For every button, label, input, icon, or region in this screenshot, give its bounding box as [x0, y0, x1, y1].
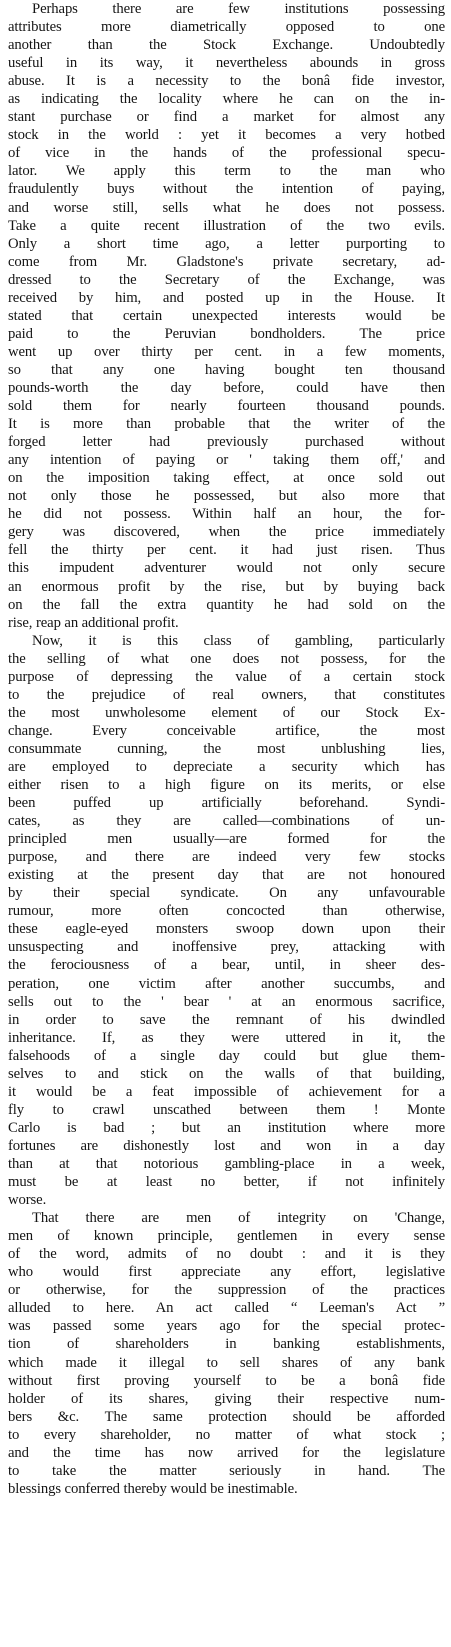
- text-line: useful in its way, it nevertheless abounds in gross: [8, 55, 445, 72]
- text-line: not only those he possessed, but also more that: [8, 488, 445, 505]
- text-line: which made it illegal to sell shares of any bank: [8, 1354, 445, 1371]
- text-line: fell the thirty per cent. it had just risen. Thus: [8, 542, 445, 559]
- text-line: and worse still, sells what he does not possess.: [8, 199, 445, 216]
- text-line: gery was discovered, when the price immediately: [8, 524, 445, 541]
- article-column: [2, 0, 449, 1647]
- text-line: sells out to the ' bear ' at an enormous sacrifice,: [8, 993, 445, 1010]
- text-line: as indicating the locality where he can on the in-: [8, 91, 445, 108]
- text-line: so that any one having bought ten thousand: [8, 361, 445, 378]
- text-line: another than the Stock Exchange. Undoubtedly: [8, 37, 445, 54]
- text-line: sold them for nearly fourteen thousand pounds.: [8, 398, 445, 415]
- text-line: without first proving yourself to be a bonâ fide: [8, 1372, 445, 1389]
- text-line: pounds-worth the day before, could have then: [8, 379, 445, 396]
- text-line: worse.: [8, 1192, 47, 1209]
- text-line: been puffed up artificially beforehand. Syndi-: [8, 795, 445, 812]
- text-line: went up over thirty per cent. in a few moments,: [8, 343, 445, 360]
- text-line: and the time has now arrived for the legislature: [8, 1444, 445, 1461]
- text-line: by their special syndicate. On any unfavourable: [8, 885, 445, 902]
- text-line: rise, reap an additional profit.: [8, 614, 179, 631]
- text-line: selves to and stick on the walls of that building,: [8, 1065, 445, 1082]
- text-line: men of known principle, gentlemen in every sense: [8, 1228, 445, 1245]
- paragraph-1: [8, 0, 445, 632]
- text-line: of the word, admits of no doubt : and it is they: [8, 1246, 445, 1263]
- text-line: come from Mr. Gladstone's private secretary, ad-: [8, 253, 445, 270]
- text-line: of vice in the hands of the professional specu-: [8, 145, 445, 162]
- text-line: bers &c. The same protection should be afforded: [8, 1408, 445, 1425]
- text-line: tion of shareholders in banking establishments,: [8, 1336, 445, 1353]
- paragraph-3: [8, 1209, 445, 1498]
- text-line: purpose of depressing the value of a certain stock: [8, 668, 445, 685]
- text-line: inheritance. If, as they were uttered in it, the: [8, 1029, 445, 1046]
- text-line: alluded to here. An act called “ Leeman's Act ”: [8, 1300, 445, 1317]
- text-line: in order to save the remnant of his dwindled: [8, 1011, 445, 1028]
- text-line: principled men usually—are formed for the: [8, 831, 445, 848]
- text-line: rumour, more often concocted than otherwise,: [8, 903, 445, 920]
- text-line: he did not possess. Within half an hour, the for-: [8, 506, 445, 523]
- text-line: fortunes are dishonestly lost and won in a day: [8, 1137, 445, 1154]
- text-line: to the prejudice of real owners, that constitutes: [8, 686, 445, 703]
- text-line: it would be a feat impossible of achievement for a: [8, 1083, 445, 1100]
- text-line: forged letter had previously purchased without: [8, 434, 445, 451]
- text-line: stant purchase or find a market for almost any: [8, 109, 445, 126]
- text-line: an enormous profit by the rise, but by buying back: [8, 578, 445, 595]
- text-line: was passed some years ago for the special protec-: [8, 1318, 445, 1335]
- text-line: on the fall the extra quantity he had sold on the: [8, 596, 445, 613]
- text-line: Now, it is this class of gambling, particularly: [32, 632, 445, 649]
- text-line: cates, as they are called—combinations of un-: [8, 813, 445, 830]
- text-line: these eagle-eyed monsters swoop down upon their: [8, 921, 445, 938]
- text-line: consummate cunning, the most unblushing lies,: [8, 740, 445, 757]
- text-line: who would first appreciate any effort, legislative: [8, 1264, 445, 1281]
- text-line: purpose, and there are indeed very few stocks: [8, 849, 445, 866]
- text-line: dressed to the Secretary of the Exchange, was: [8, 271, 445, 288]
- text-line: change. Every conceivable artifice, the most: [8, 722, 445, 739]
- text-line: stated that certain unexpected interests would be: [8, 307, 445, 324]
- text-line: to every shareholder, no matter of what stock ;: [8, 1426, 445, 1443]
- text-line: existing at the present day that are not honoured: [8, 867, 445, 884]
- text-line: attributes more diametrically opposed to one: [8, 19, 445, 36]
- text-line: unsuspecting and inoffensive prey, attacking with: [8, 939, 445, 956]
- text-line: to take the matter seriously in hand. The: [8, 1462, 445, 1479]
- text-line: peration, one victim after another succumbs, and: [8, 975, 445, 992]
- text-line: holder of its shares, giving their respective num-: [8, 1390, 445, 1407]
- text-line: Only a short time ago, a letter purporting to: [8, 235, 445, 252]
- text-line: paid to the Peruvian bondholders. The price: [8, 325, 445, 342]
- text-line: received by him, and posted up in the House. It: [8, 289, 445, 306]
- text-line: falsehoods of a single day could but glue them-: [8, 1047, 445, 1064]
- text-line: the ferociousness of a bear, until, in sheer des-: [8, 957, 445, 974]
- text-line: abuse. It is a necessity to the bonâ fide investor,: [8, 73, 445, 90]
- text-line: the selling of what one does not possess, for the: [8, 650, 445, 667]
- text-line: the most unwholesome element of our Stock Ex-: [8, 704, 445, 721]
- text-line: blessings conferred thereby would be inestimable.: [8, 1480, 298, 1497]
- text-line: are employed to depreciate a security which has: [8, 758, 445, 775]
- text-line: stock in the world : yet it becomes a very hotbed: [8, 127, 445, 144]
- text-line: than at that notorious gambling-place in a week,: [8, 1156, 445, 1172]
- text-line: That there are men of integrity on 'Change,: [32, 1210, 445, 1227]
- text-line: or otherwise, for the suppression of the practices: [8, 1282, 445, 1299]
- text-line: this impudent adventurer would not only secure: [8, 560, 445, 577]
- text-line: fraudulently buys without the intention of paying,: [8, 181, 445, 198]
- text-line: lator. We apply this term to the man who: [8, 163, 445, 180]
- text-line: Take a quite recent illustration of the two evils.: [8, 217, 445, 234]
- text-line: It is more than probable that the writer of the: [8, 416, 445, 433]
- text-line: on the imposition taking effect, at once sold out: [8, 470, 445, 487]
- text-line: Carlo is bad ; but an institution where more: [8, 1119, 445, 1136]
- text-line: must be at least no better, if not infinitely: [8, 1174, 445, 1191]
- paragraph-2: [8, 632, 445, 1210]
- text-line: Perhaps there are few institutions possessing: [32, 1, 445, 17]
- text-line: any intention of paying or ' taking them off,' and: [8, 452, 445, 469]
- text-line: either risen to a high figure on its merits, or else: [8, 777, 445, 794]
- text-line: fly to crawl unscathed between them ! Monte: [8, 1101, 445, 1118]
